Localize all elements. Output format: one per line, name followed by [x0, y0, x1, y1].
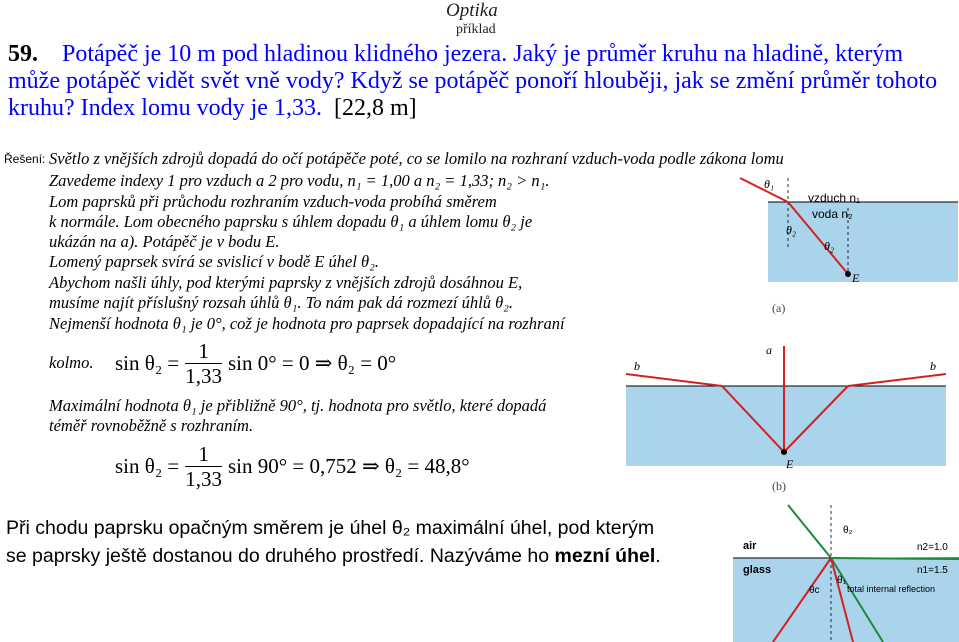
equation-2-fraction: [185, 442, 222, 491]
figure-a-caption: (a): [772, 301, 786, 315]
solution-paragraph-5: ukázán na a). Potápěč je v bodu E.: [49, 232, 280, 251]
theta2-label-b: θ₂: [824, 239, 835, 253]
figure-c-total-internal-reflection: [733, 503, 959, 642]
critical-angle-term: mezní úhel: [554, 545, 656, 567]
figure-b-light-cone-diagram: [626, 340, 959, 500]
equation-1-lhs: sin θ₂ =: [115, 350, 180, 375]
problem-number: 59.: [8, 41, 38, 67]
equation-1-denominator: 1,33: [185, 363, 222, 388]
grazing-ray-left: [626, 374, 722, 386]
air-label-c: air: [743, 540, 757, 552]
theta2-label-c: θ₂: [843, 525, 853, 536]
air-label: vzduch n₁: [808, 191, 861, 205]
equation-2-lhs: sin θ₂ =: [115, 453, 180, 478]
grazing-ray-c: [831, 558, 959, 559]
solution-paragraph-2: Zavedeme indexy 1 pro vzduch a 2 pro vodu, n₁ = 1,00 a n₂ = 1,33; n₂ > n₁.: [49, 171, 550, 190]
equation-2-numerator: 1: [185, 442, 222, 467]
equation-2-rhs: sin 90° = 0,752 ⇒ θ₂ = 48,8°: [227, 453, 470, 478]
solution-paragraph-8: musíme najít příslušný rozsah úhlů θ₁. To nám pak dá rozmezí úhlů θ₂.: [49, 293, 514, 312]
ray-b-right-label: b: [930, 359, 936, 373]
figure-b-caption: (b): [772, 479, 786, 493]
point-E-b: [781, 449, 787, 455]
point-E-label: E: [852, 271, 860, 285]
solution-paragraph-9: Nejmenší hodnota θ₁ je 0°, což je hodnota pro paprsek dopadající na rozhraní: [49, 314, 565, 333]
point-E: [845, 271, 851, 277]
conclusion-line-2: [6, 542, 726, 570]
equation-1-rhs: sin 0° = 0 ⇒ θ₂ = 0°: [227, 350, 397, 375]
solution-paragraph-6: Lomený paprsek svírá se svislicí v bodě E úhel θ₂.: [49, 252, 380, 271]
solution-paragraph-10: Maximální hodnota θ₁ je přibližně 90°, tj. hodnota pro světlo, které dopadá: [49, 396, 547, 415]
ray-b-left-label: b: [634, 359, 640, 373]
kolmo-label: kolmo.: [49, 353, 94, 372]
solution-label: Řešení:: [4, 152, 46, 166]
solution-paragraph-1: Světlo z vnějších zdrojů dopadá do očí potápěče poté, co se lomilo na rozhraní vzduch-voda podle zákona lomu: [49, 149, 784, 168]
problem-text: Potápěč je 10 m pod hladinou klidného jezera. Jaký je průměr kruhu na hladině, kterým může potápěč vidět svět vně vody? Když se potápěč ponoří hlouběji, jak se změní průměr tohoto kruhu? Index lomu vody je 1,33.: [8, 41, 938, 121]
equation-1-fraction: [185, 339, 222, 388]
tir-label: total internal reflection: [847, 584, 936, 594]
equation-2: [115, 436, 470, 496]
conclusion: [6, 514, 726, 570]
solution-paragraph-3: Lom paprsků při průchodu rozhraním vzduch-voda probíhá směrem: [49, 192, 497, 211]
equation-1-numerator: 1: [185, 339, 222, 364]
theta2-label: θ₂: [786, 223, 797, 237]
point-E-b-label: E: [786, 457, 794, 471]
equation-1: [115, 333, 396, 393]
water-region: [768, 202, 958, 282]
problem-answer: [22,8 m]: [333, 95, 417, 121]
conclusion-line-1: Při chodu paprsku opačným směrem je úhel θ₂ maximální úhel, pod kterým: [6, 517, 655, 539]
conclusion-line-2-text: se paprsky ještě dostanou do druhého prostředí. Nazýváme ho: [6, 545, 555, 567]
glass-label: glass: [743, 564, 772, 576]
theta1-label: θ₁: [764, 177, 775, 191]
solution-paragraph-11: téměř rovnoběžně s rozhraním.: [49, 416, 254, 435]
page-subtitle: příklad: [456, 22, 496, 37]
page-title: Optika: [446, 0, 498, 21]
solution-paragraph-7: Abychom našli úhly, pod kterými paprsky z vnějších zdrojů dosáhnou E,: [49, 273, 523, 292]
theta1-label-c: θ₁: [837, 575, 846, 586]
n-glass-label: n1=1.5: [917, 565, 948, 576]
grazing-ray-right: [848, 374, 946, 386]
equation-2-denominator: 1,33: [185, 466, 222, 491]
conclusion-line-2-end: .: [655, 545, 661, 567]
ray-a-label: a: [766, 343, 772, 357]
water-label: voda n₂: [812, 207, 853, 221]
n-air-label: n2=1.0: [917, 542, 948, 553]
problem-statement: [8, 41, 953, 122]
figure-a-refraction-diagram: [728, 168, 958, 318]
thetac-label: θc: [809, 585, 820, 596]
solution-paragraph-4: k normále. Lom obecného paprsku s úhlem dopadu θ₁ a úhlem lomu θ₂ je: [49, 212, 533, 231]
